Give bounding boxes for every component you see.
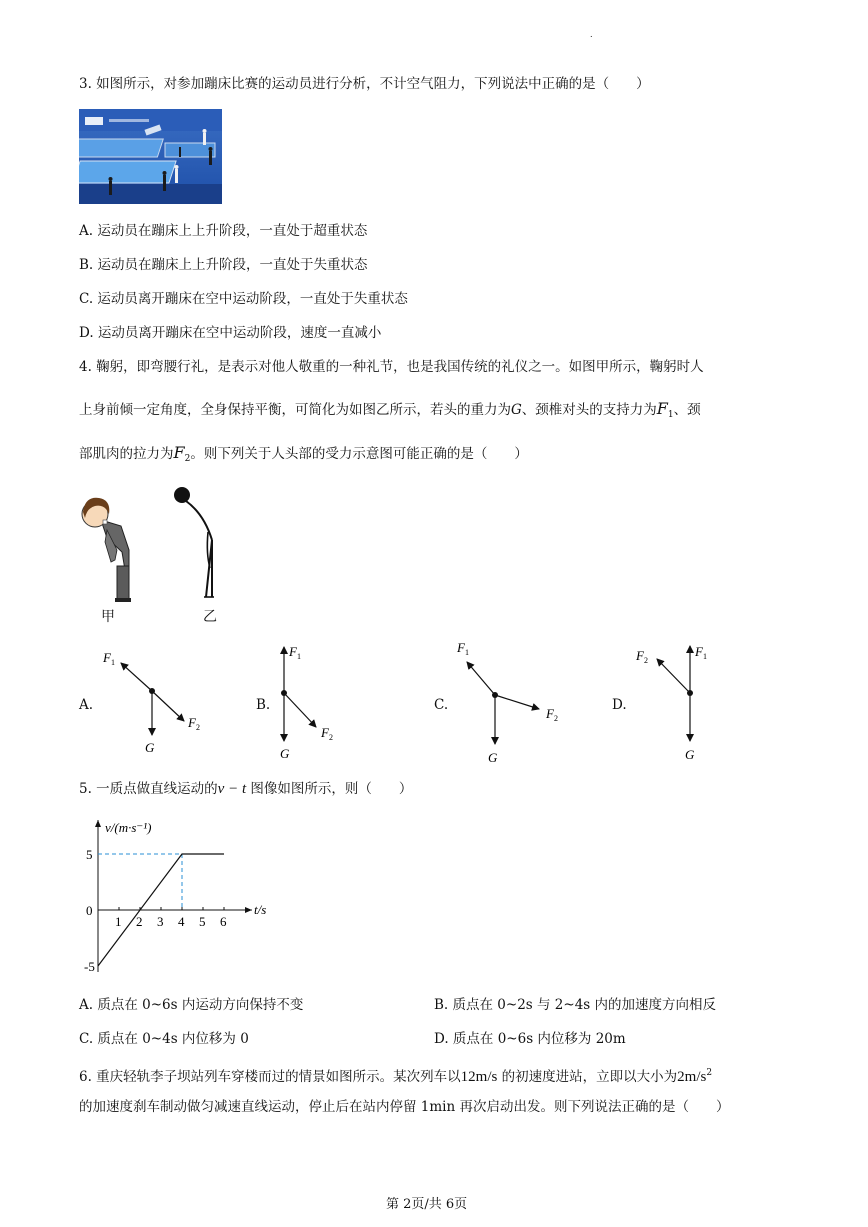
q5-stem-c: 图像如图所示，则（ ） [246,781,413,797]
q6-line1-a: 6. 重庆轻轨李子坝站列车穿楼而过的情景如图所示。某次列车以 [79,1069,461,1085]
label-g-c: G [488,750,498,765]
q4-line2-a: 上身前倾一定角度，全身保持平衡，可简化为如图乙所示，若头的重力为 [79,402,511,418]
q4-line3-d: 。则下列关于人头部的受力示意图可能正确的是（ ） [190,446,528,462]
label-f1-c: $F_1$ [457,640,469,657]
label-g-b: G [280,746,290,761]
trampoline-photo [79,109,222,204]
x-tick-label: 6 [220,914,227,929]
force-point-a [149,688,155,694]
label-g-d: G [685,747,695,762]
label-f1-d: $F_1$ [695,644,707,661]
q4-option-d-label: D. [612,697,627,713]
q4-option-a-label: A. [79,697,94,713]
q6-acceleration: 2m/s [677,1069,707,1085]
q4-stem-line2 [79,399,701,425]
q6-stem-line2: 的加速度刹车制动做匀减速直线运动，停止后在站内停留 1min 再次启动出发。则下列说法正确的是（ ） [79,1099,730,1115]
force-diagram-d [657,646,690,741]
force-point-b [281,690,287,696]
figure-jia-label: 甲 [101,609,115,625]
label-f2-c: $F_2$ [546,706,558,723]
x-tick-label: 2 [136,914,143,929]
force-diagram-a [121,663,184,735]
q5-stem [79,779,412,799]
figure-yi-stick [168,484,224,608]
symbol-f: F [656,399,668,418]
subscript-1: 1 [667,410,674,420]
vt-chart [70,812,290,982]
x-tick-label: 5 [199,914,206,929]
q4-line3-a: 部肌肉的拉力为 [79,446,174,462]
q4-stem-line1: 4. 鞠躬，即弯腰行礼，是表示对他人敬重的一种礼节，也是我国传统的礼仪之一。如图甲所示，鞠躬时人 [79,359,704,375]
force-point-d [687,690,693,696]
q4-option-c-label: C. [434,697,449,713]
x-axis-label: t/s [254,902,267,917]
y-tick-label: 0 [86,903,93,918]
q3-option-b: B. 运动员在蹦床上上升阶段，一直处于失重状态 [79,257,368,273]
q6-line1-c: 的初速度进站，立即以大小为 [497,1069,678,1085]
page-dot: . [590,30,593,39]
x-tick-label: 3 [157,914,164,929]
label-f2-b: $F_2$ [321,725,333,742]
force-point-c [492,692,498,698]
force-diagram-b [284,647,316,741]
x-tick-label: 1 [115,914,122,929]
label-f1-b: $F_1$ [289,644,301,661]
q6-speed: 12m/s [460,1069,498,1085]
q6-exponent: 2 [706,1068,713,1078]
q3-option-a: A. 运动员在蹦床上上升阶段，一直处于超重状态 [79,223,368,239]
q3-option-d: D. 运动员离开蹦床在空中运动阶段，速度一直减小 [79,325,382,341]
label-f2-a: $F_2$ [188,715,200,732]
q4-line2-c: 、颈椎对头的支持力为 [521,402,657,418]
page-footer: 第 2页/共 6页 [386,1197,468,1212]
symbol-g: G [511,402,522,418]
q5-option-b: B. 质点在 0~2s 与 2~4s 内的加速度方向相反 [434,997,717,1013]
label-g-a: G [145,740,155,755]
label-f1-a: $F_1$ [103,650,115,667]
q3-stem: 3. 如图所示，对参加蹦床比赛的运动员进行分析，不计空气阻力，下列说法中正确的是（ ） [79,76,650,92]
y-tick-label: -5 [84,959,95,974]
q3-option-c: C. 运动员离开蹦床在空中运动阶段，一直处于失重状态 [79,291,408,307]
figure-yi-label: 乙 [203,609,217,625]
x-tick-label: 4 [178,914,185,929]
subscript-2: 2 [184,454,191,464]
q4-line2-f: 、颈 [673,402,701,418]
force-diagrams [0,636,868,772]
label-f2-d: $F_2$ [636,648,648,665]
q6-stem-line1 [79,1063,712,1087]
y-axis-label: v/(m·s⁻¹) [105,820,152,835]
q5-option-c: C. 质点在 0~4s 内位移为 0 [79,1031,249,1047]
q4-option-b-label: B. [256,697,271,713]
q5-option-d: D. 质点在 0~6s 内位移为 20m [434,1031,626,1047]
y-tick-label: 5 [86,847,93,862]
q5-option-a: A. 质点在 0~6s 内运动方向保持不变 [79,997,304,1013]
q5-vt-symbol: v − t [217,781,247,797]
q5-stem-a: 5. 一质点做直线运动的 [79,781,218,797]
symbol-f: F [173,443,185,462]
figure-jia-person [79,490,139,609]
force-diagram-c [467,662,539,744]
q4-stem-line3 [79,443,528,469]
